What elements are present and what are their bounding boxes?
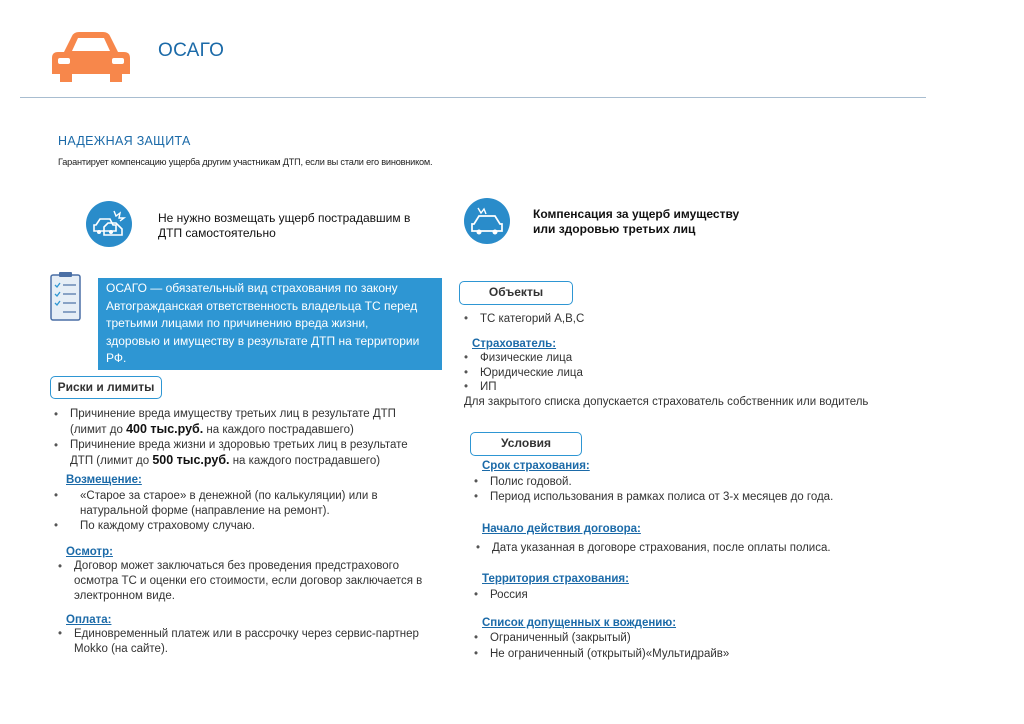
start-heading: Начало действия договора: [482,523,641,535]
inspection-heading: Осмотр: [66,546,113,558]
bullet: • [464,381,469,393]
bullet: • [474,476,479,488]
bullet: • [474,491,479,503]
objects-vehicle-categories: ТС категорий А,В,С [480,313,585,325]
risk-health-item: Причинение вреда жизни и здоровью третьих лиц в результате ДТП (лимит до 500 тыс.руб. на каждого пострадавшего) [70,439,408,467]
payment-heading: Оплата: [66,614,112,626]
bullet: • [474,648,479,660]
drivers-item-unlimited: Не ограниченный (открытый)«Мультидрайв» [490,648,730,660]
damaged-car-icon [464,198,510,244]
car-icon [50,30,132,84]
drivers-heading: Список допущенных к вождению: [482,617,677,629]
term-heading: Срок страхования: [482,460,590,472]
term-item-annual: Полис годовой. [490,476,572,488]
bullet: • [54,409,59,421]
bullet: • [474,589,479,601]
bullet: • [54,520,59,532]
payment-text: Единовременный платеж или в рассрочку через сервис-партнер Mokko (на сайте). [74,628,419,655]
objects-header: Объекты [459,281,573,305]
bullet: • [464,367,469,379]
limit-400: 400 тыс.руб. [126,422,204,436]
risk-property-item: Причинение вреда имуществу третьих лиц в результате ДТП (лимит до 400 тыс.руб. на каждого пострадавшего) [70,408,396,436]
bullet: • [476,542,481,554]
bullet: • [474,632,479,644]
header-divider [20,97,926,98]
insurer-individuals: Физические лица [480,352,573,364]
bullet: • [54,440,59,452]
bullet: • [464,313,469,325]
feature-third-party-compensation: Компенсация за ущерб имуществу или здоровью третьих лиц [533,207,740,236]
term-item-period: Период использования в рамках полиса от 3-х месяцев до года. [490,491,834,503]
intro-text: Гарантирует компенсацию ущерба другим участникам ДТП, если вы стали его виновником. [58,157,433,167]
territory-item: Россия [490,589,528,601]
risks-header: Риски и лимиты [50,376,162,399]
drivers-item-limited: Ограниченный (закрытый) [490,632,631,644]
car-crash-icon [86,201,132,247]
intro-heading: НАДЕЖНАЯ ЗАЩИТА [58,134,191,148]
bullet: • [464,352,469,364]
closed-list-note: Для закрытого списка допускается страхователь собственник или водитель [464,396,869,408]
conditions-header: Условия [470,432,582,456]
territory-heading: Территория страхования: [482,573,629,585]
compensation-heading: Возмещение: [66,474,142,486]
insurer-heading: Страхователь: [472,338,557,350]
definition-box: ОСАГО — обязательный вид страхования по закону Автогражданская ответственность владельца ТС перед третьими лицами по причинению вреда жизни, здоровью и имуществу в результате ДТП на территории РФ. [98,278,442,370]
bullet: • [58,628,63,640]
inspection-text: Договор может заключаться без проведения предстрахового осмотра ТС и оценки его стоимости, если договор заключается в электронном виде. [74,560,423,602]
feature-no-self-compensation: Не нужно возмещать ущерб пострадавшим в ДТП самостоятельно [158,211,411,240]
bullet: • [54,490,59,502]
compensation-item-1: «Старое за старое» в денежной (по калькуляции) или в натуральной форме (направление на ремонт). [80,490,378,517]
insurer-sole-proprietors: ИП [480,381,497,393]
compensation-item-2: По каждому страховому случаю. [80,520,255,532]
limit-500: 500 тыс.руб. [152,453,230,467]
start-item: Дата указанная в договоре страхования, после оплаты полиса. [492,542,831,554]
page-title: ОСАГО [158,40,225,61]
insurer-legal-entities: Юридические лица [480,367,583,379]
bullet: • [58,561,63,573]
checklist-icon [50,272,82,322]
